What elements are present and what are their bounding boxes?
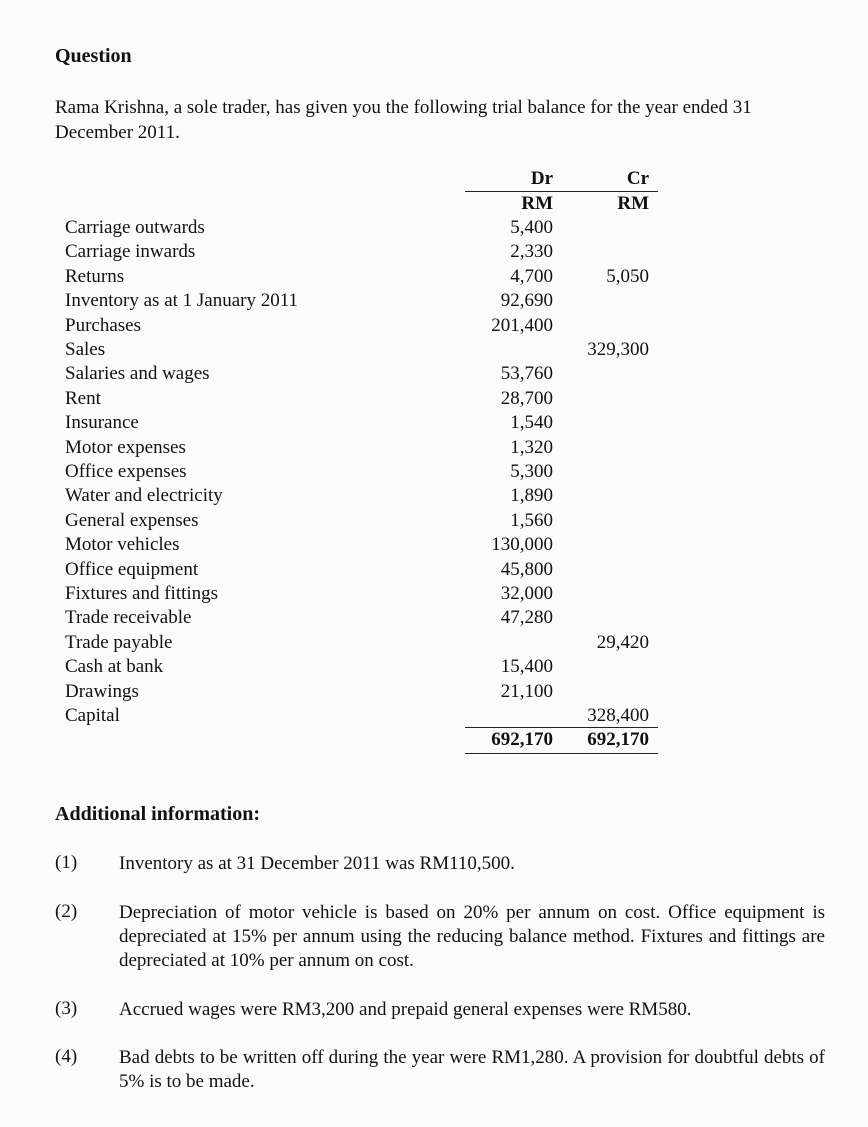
- row-dr-value: 130,000: [491, 534, 553, 556]
- row-dr-value: 28,700: [500, 387, 553, 409]
- row-cr-value: 5,050: [606, 265, 649, 287]
- header-rule: [465, 191, 658, 192]
- row-dr-value: 5,300: [510, 461, 553, 482]
- row-label: Returns: [65, 265, 125, 287]
- table-row: [0, 583, 868, 607]
- row-label: Motor vehicles: [65, 534, 180, 556]
- row-dr-value: 47,280: [500, 607, 553, 629]
- table-row: [0, 681, 868, 705]
- row-label: Salaries and wages: [65, 363, 210, 385]
- row-label: Water and electricity: [65, 485, 223, 507]
- row-dr-value: 53,760: [500, 363, 553, 385]
- row-dr-value: 4,700: [510, 265, 553, 287]
- table-row: [0, 607, 868, 631]
- total-dr: 692,170: [491, 729, 553, 750]
- row-label: Trade receivable: [65, 607, 192, 629]
- table-row: [0, 241, 868, 265]
- cr-unit: RM: [617, 193, 649, 214]
- row-cr-value: 29,420: [596, 631, 649, 653]
- dr-unit: RM: [521, 193, 553, 214]
- row-dr-value: 2,330: [510, 241, 553, 263]
- table-row: [0, 266, 868, 290]
- row-label: Drawings: [65, 680, 139, 702]
- row-label: Capital: [65, 705, 120, 726]
- table-row: [0, 461, 868, 485]
- row-label: Fixtures and fittings: [65, 583, 219, 604]
- table-row: [0, 705, 868, 729]
- row-cr-value: 328,400: [587, 705, 649, 726]
- row-label: Rent: [65, 387, 101, 409]
- total-cr: 692,170: [587, 729, 649, 750]
- info-item-text: Inventory as at 31 December 2011 was RM110,500.: [119, 853, 515, 874]
- table-row: [0, 388, 868, 412]
- table-row: [0, 632, 868, 656]
- row-label: Motor expenses: [65, 436, 186, 458]
- row-label: Purchases: [65, 314, 141, 336]
- table-row: [0, 339, 868, 363]
- row-dr-value: 1,320: [510, 436, 553, 458]
- row-label: Office expenses: [65, 461, 187, 482]
- row-label: Insurance: [65, 412, 139, 434]
- row-label: Inventory as at 1 January 2011: [65, 290, 299, 312]
- table-row: [0, 315, 868, 339]
- table-row: [0, 656, 868, 680]
- row-label: Cash at bank: [65, 656, 164, 678]
- info-item-number: (3): [55, 998, 78, 1019]
- row-dr-value: 21,100: [500, 680, 553, 702]
- cr-header: Cr: [626, 168, 649, 189]
- row-label: Trade payable: [65, 631, 173, 653]
- table-row: [0, 290, 868, 314]
- row-label: Carriage inwards: [65, 241, 196, 263]
- additional-heading: Additional information:: [55, 803, 261, 825]
- dr-header: Dr: [530, 168, 553, 189]
- row-dr-value: 92,690: [500, 290, 553, 312]
- total-bottom-rule: [465, 753, 658, 754]
- table-row: [0, 217, 868, 241]
- table-row: [0, 485, 868, 509]
- table-row: [0, 412, 868, 436]
- table-row: [0, 510, 868, 534]
- question-heading: Question: [55, 45, 132, 67]
- row-label: Sales: [65, 339, 106, 360]
- row-label: General expenses: [65, 509, 199, 531]
- info-item-text: Accrued wages were RM3,200 and prepaid general expenses were RM580.: [119, 999, 692, 1020]
- row-dr-value: 32,000: [500, 583, 553, 604]
- row-dr-value: 1,560: [510, 509, 553, 531]
- row-dr-value: 5,400: [510, 217, 553, 238]
- info-item-number: (2): [55, 901, 78, 922]
- row-dr-value: 45,800: [500, 558, 553, 580]
- intro-paragraph: Rama Krishna, a sole trader, has given you the following trial balance for the year ended 31 December 2011.: [55, 97, 752, 143]
- table-row: [0, 363, 868, 387]
- info-item-text: Depreciation of motor vehicle is based on 20% per annum on cost. Office equipment is depreciated at 15% per annum using the reducing balance method. Fixtures and fittings are depreciated at 10% per annum on cost.: [119, 902, 825, 971]
- row-dr-value: 1,890: [510, 485, 553, 507]
- row-label: Carriage outwards: [65, 217, 205, 238]
- row-dr-value: 1,540: [510, 412, 553, 434]
- table-row: [0, 559, 868, 583]
- info-item-text: Bad debts to be written off during the year were RM1,280. A provision for doubtful debts of 5% is to be made.: [119, 1047, 825, 1092]
- total-top-rule: [465, 727, 658, 728]
- table-row: [0, 534, 868, 558]
- row-dr-value: 15,400: [500, 656, 553, 678]
- row-dr-value: 201,400: [491, 314, 553, 336]
- info-item-number: (1): [55, 852, 78, 873]
- row-label: Office equipment: [65, 558, 199, 580]
- info-item-number: (4): [55, 1046, 78, 1067]
- row-cr-value: 329,300: [587, 339, 649, 360]
- table-row: [0, 437, 868, 461]
